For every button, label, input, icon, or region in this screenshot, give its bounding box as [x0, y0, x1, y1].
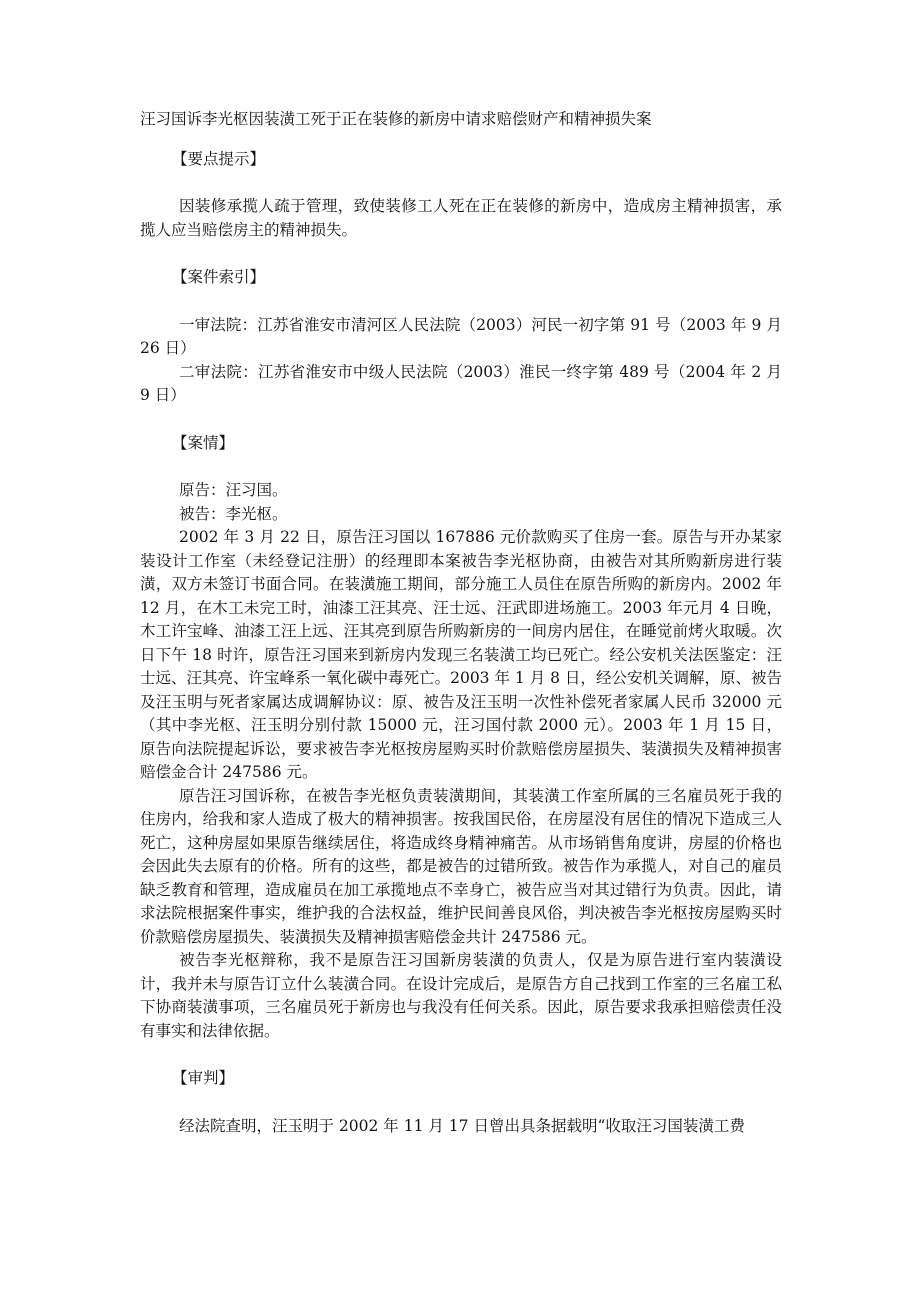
first-instance-court: 一审法院：江苏省淮安市清河区人民法院（2003）河民一初字第 91 号（2003 年 9 月 26 日） [140, 315, 782, 357]
document-title: 汪习国诉李光枢因装潢工死于正在装修的新房中请求赔偿财产和精神损失案 [140, 110, 652, 128]
plaintiff-line: 原告：汪习国。 [179, 481, 288, 499]
defendant-line: 被告：李光枢。 [179, 504, 288, 523]
key-points-text: 因装修承揽人疏于管理，致使装修工人死在正在装修的新房中，造成房主精神损害，承揽人应当赔偿房主的精神损失。 [140, 197, 782, 239]
facts-paragraph-3: 被告李光枢辩称，我不是原告汪习国新房装潢的负责人，仅是为原告进行室内装潢设计，我并未与原告订立什么装潢合同。在设计完成后，是原告方自己找到工作室的三名雇工私下协商装潢事项，三名雇员死于新房也与我没有任何关系。因此，原告要求我承担赔偿责任没有事实和法律依据。 [140, 951, 782, 1040]
judgment-heading: 【审判】 [172, 1069, 235, 1087]
facts-paragraph-2: 原告汪习国诉称，在被告李光枢负责装潢期间，其装潢工作室所属的三名雇员死于我的住房内，给我和家人造成了极大的精神损害。按我国民俗，在房屋没有居住的情况下造成三人死亡，这种房屋如果原告继续居住，将造成终身精神痛苦。从市场销售角度讲，房屋的价格也会因此失去原有的价格。所有的这些，都是被告的过错所致。被告作为承揽人，对自己的雇员缺乏教育和管理，造成雇员在加工承揽地点不幸身亡，被告应当对其过错行为负责。因此，请求法院根据案件事实，维护我的合法权益，维护民间善良风俗，判决被告李光枢按房屋购买时价款赔偿房屋损失、装潢损失及精神损害赔偿金共计 247586 元。 [140, 786, 782, 946]
document-page [140, 108, 782, 1138]
case-index-heading: 【案件索引】 [172, 268, 266, 286]
key-points-heading: 【要点提示】 [172, 149, 266, 168]
judgment-paragraph-1: 经法院查明，汪玉明于 2002 年 11 月 17 日曾出具条据载明“收取汪习国装潢工费 [179, 1116, 745, 1135]
facts-paragraph-1: 2002 年 3 月 22 日，原告汪习国以 167886 元价款购买了住房一套。原告与开办某家装设计工作室（未经登记注册）的经理即本案被告李光枢协商，由被告对其所购新房进行装潢，双方未签订书面合同。在装潢施工期间，部分施工人员住在原告所购的新房内。2002 年 12 月，在木工未完工时，油漆工汪其亮、汪士远、汪武即进场施工。2003 年元月 4 日晚，木工许宝峰、油漆工汪上远、汪其亮到原告所购新房的一间房内居住，在睡觉前烤火取暖。次日下午 18 时许，原告汪习国来到新房内发现三名装潢工均已死亡。经公安机关法医鉴定：汪士远、汪其亮、许宝峰系一氧化碳中毒死亡。2003 年 1 月 8 日，经公安机关调解，原、被告及汪玉明与死者家属达成调解协议：原、被告及汪玉明一次性补偿死者家属人民币 32000 元（其中李光枢、汪玉明分别付款 15000 元，汪习国付款 2000 元）。2003 年 1 月 15 日，原告向法院提起诉讼，要求被告李光枢按房屋购买时价款赔偿房屋损失、装潢损失及精神损害赔偿金合计 247586 元。 [140, 528, 782, 781]
second-instance-court: 二审法院：江苏省淮安市中级人民法院（2003）淮民一终字第 489 号（2004 年 2 月 9 日） [140, 362, 782, 404]
facts-heading: 【案情】 [172, 433, 235, 452]
